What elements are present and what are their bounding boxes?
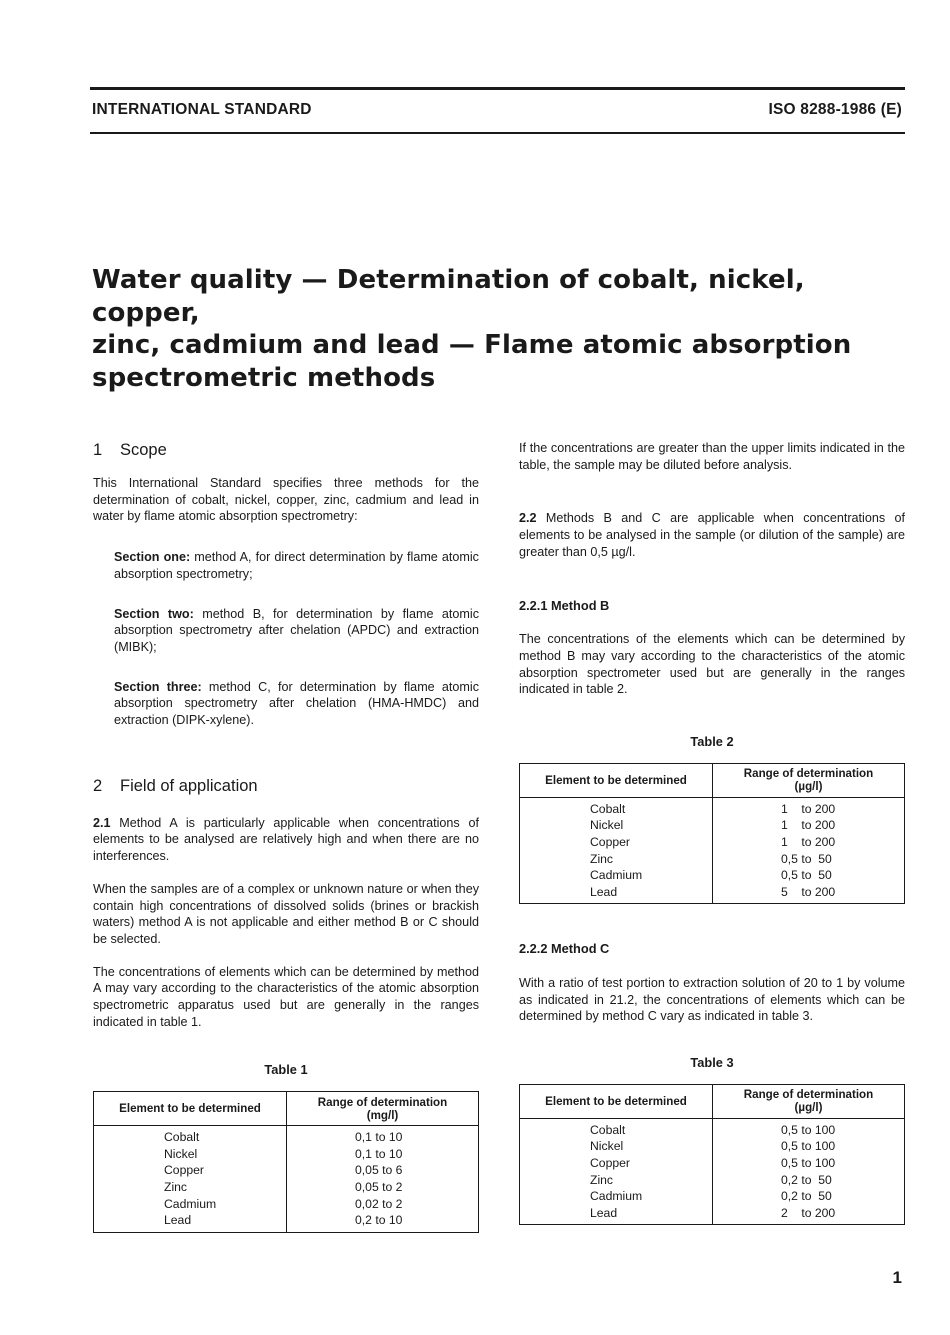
- header-rule-top: [90, 87, 905, 90]
- table-3: [519, 1084, 905, 1226]
- method-c-text: With a ratio of test portion to extraction solution of 20 to 1 by volume as indicated in 21.2, the concentrations of elements which can be determined by method C vary as indicated in table 3.: [519, 976, 905, 1024]
- table-row: Nickel 1 to 200: [520, 817, 905, 834]
- method-c-heading: 2.2.2 Method C: [519, 941, 610, 957]
- title-line-3: spectrometric methods: [92, 362, 436, 393]
- paragraph-dilution: If the concentrations are greater than the upper limits indicated in the table, the sample may be diluted before analysis.: [519, 441, 905, 472]
- table-2-caption: Table 2: [690, 734, 734, 750]
- section-three-label: Section three:: [114, 679, 202, 694]
- field-title: Field of application: [120, 776, 258, 795]
- scope-title: Scope: [120, 441, 167, 459]
- scope-section-one: [93, 549, 479, 582]
- paragraph-2-2-number: 2.2: [519, 511, 537, 526]
- table-row: Cobalt 0,1 to 10: [94, 1126, 479, 1146]
- table-1: [93, 1091, 479, 1233]
- scope-number: 1: [93, 441, 103, 459]
- table-3-header-element: Element to be determined: [520, 1084, 713, 1118]
- header-rule-bottom: [90, 132, 905, 134]
- table-row: Copper 1 to 200: [520, 834, 905, 851]
- left-column: [93, 440, 479, 1233]
- method-b-heading: 2.2.1 Method B: [519, 597, 610, 613]
- table-1-header-element: Element to be determined: [94, 1092, 287, 1126]
- table-2-unit: (µg/l): [794, 780, 823, 794]
- page-number: 1: [892, 1268, 902, 1287]
- table-row: Cadmium 0,02 to 2: [94, 1196, 479, 1213]
- table-1-header-range: Range of determination (mg/l): [287, 1092, 479, 1126]
- paragraph-2-1-text: Method A is particularly applicable when concentrations of elements to be analysed are relatively high and when there are no interferences.: [93, 815, 479, 864]
- right-column: [519, 440, 905, 1225]
- table-row: Lead 0,2 to 10: [94, 1212, 479, 1232]
- field-heading: [93, 776, 479, 796]
- table-row: Cobalt 1 to 200: [520, 797, 905, 817]
- table-row: Lead 2 to 200: [520, 1205, 905, 1225]
- table-row: Nickel 0,1 to 10: [94, 1146, 479, 1163]
- paragraph-method-a-ranges: The concentrations of elements which can be determined by method A may vary according to the characteristics of the atomic absorption spectrometric apparatus used but are generally in the ranges indicated in table 1.: [93, 964, 479, 1029]
- header-standard-label: INTERNATIONAL STANDARD: [92, 101, 312, 118]
- table-3-caption: Table 3: [690, 1055, 734, 1071]
- field-number: 2: [93, 776, 103, 795]
- section-one-text: method A, for direct determination by flame atomic absorption spectrometry;: [114, 550, 479, 581]
- table-row: Cadmium 0,2 to 50: [520, 1188, 905, 1205]
- paragraph-complex-samples: When the samples are of a complex or unknown nature or when they contain high concentrations of dissolved solids (brines or brackish waters) method A is not applicable and either method B or C should be selected.: [93, 881, 479, 946]
- document-title: [92, 264, 907, 394]
- paragraph-2-2-text: Methods B and C are applicable when concentrations of elements to be analysed in the sample (or dilution of the sample) are greater than 0,5 µg/l.: [519, 511, 905, 559]
- scope-section-two: [93, 606, 479, 656]
- paragraph-2-1-number: 2.1: [93, 815, 111, 830]
- table-2: [519, 763, 905, 905]
- table-3-header-range: Range of determination (µg/l): [713, 1084, 905, 1118]
- scope-intro: This International Standard specifies three methods for the determination of cobalt, nickel, copper, zinc, cadmium and lead in water by flame atomic absorption spectrometry:: [93, 476, 479, 524]
- title-line-2: zinc, cadmium and lead — Flame atomic absorption: [92, 330, 852, 360]
- table-row: Copper 0,5 to 100: [520, 1155, 905, 1172]
- paragraph-2-1: [93, 815, 479, 865]
- table-2-header-range: Range of determination (µg/l): [713, 763, 905, 797]
- table-row: Cadmium 0,5 to 50: [520, 867, 905, 884]
- scope-heading: [93, 440, 479, 460]
- table-3-unit: (µg/l): [794, 1101, 823, 1115]
- section-two-text: method B, for determination by flame atomic absorption spectrometry after chelation (APDC) and extraction (MIBK);: [114, 606, 479, 654]
- title-line-1: Water quality — Determination of cobalt, nickel, copper,: [92, 265, 805, 328]
- table-row: Cobalt 0,5 to 100: [520, 1118, 905, 1138]
- table-2-header-element: Element to be determined: [520, 763, 713, 797]
- section-one-label: Section one:: [114, 550, 191, 565]
- paragraph-2-2: [519, 510, 905, 560]
- table-row: Zinc 0,05 to 2: [94, 1179, 479, 1196]
- section-two-label: Section two:: [114, 606, 194, 621]
- method-b-text: The concentrations of the elements which can be determined by method B may vary according to the characteristics of the atomic absorption spectrometer used but are generally in the ranges indicated in table 2.: [519, 632, 905, 697]
- table-1-caption: Table 1: [264, 1062, 308, 1078]
- table-row: Copper 0,05 to 6: [94, 1162, 479, 1179]
- header-standard-number: ISO 8288-1986 (E): [768, 101, 902, 118]
- table-row: Lead 5 to 200: [520, 884, 905, 904]
- table-row: Nickel 0,5 to 100: [520, 1138, 905, 1155]
- table-row: Zinc 0,5 to 50: [520, 851, 905, 868]
- table-1-unit: (mg/l): [366, 1108, 399, 1122]
- section-three-text: method C, for determination by flame atomic absorption spectrometry after chelation (HMA-HMDC) and extraction (DIPK-xylene).: [114, 679, 479, 728]
- table-row: Zinc 0,2 to 50: [520, 1172, 905, 1189]
- scope-section-three: [93, 679, 479, 729]
